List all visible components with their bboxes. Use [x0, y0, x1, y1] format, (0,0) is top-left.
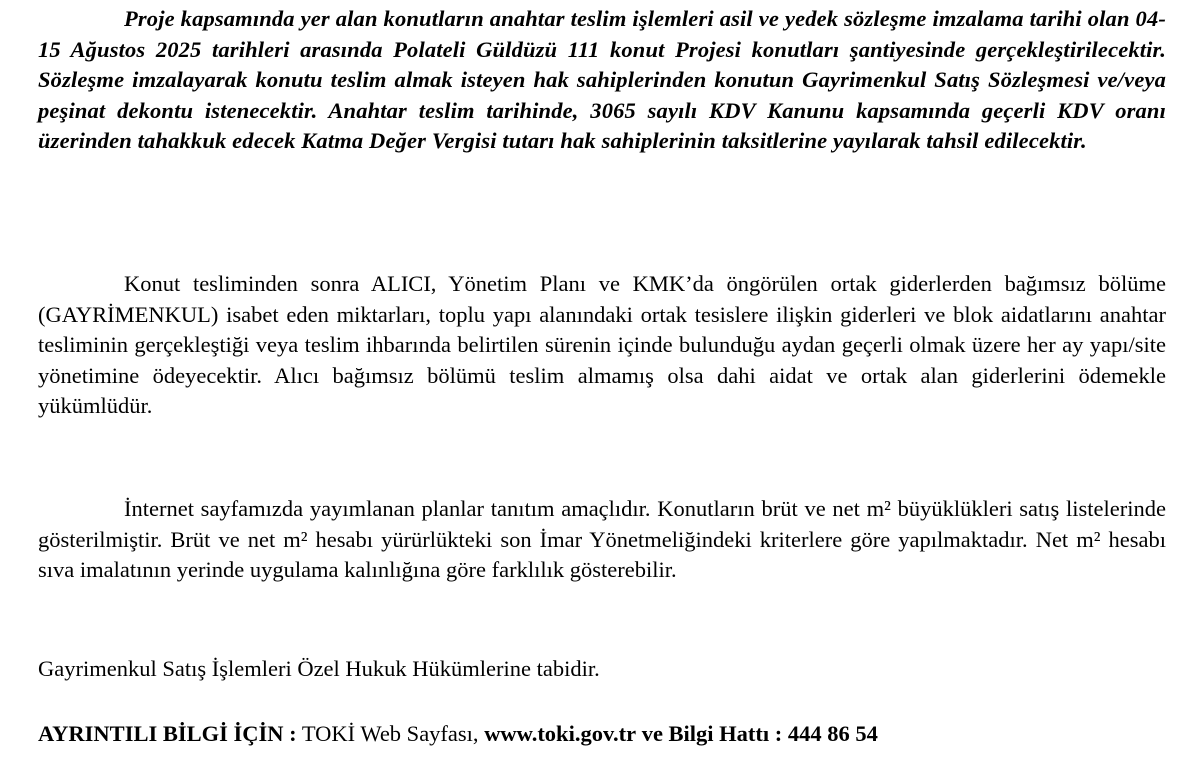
info-footer — [38, 719, 1166, 750]
info-label: AYRINTILI BİLGİ İÇİN : — [38, 721, 297, 746]
website-link[interactable]: www.toki.gov.tr — [484, 721, 637, 746]
hotline-label: ve Bilgi Hattı : — [641, 721, 783, 746]
toki-web-text: TOKİ Web Sayfası, — [301, 721, 479, 746]
paragraph-private-law: Gayrimenkul Satış İşlemleri Özel Hukuk Hükümlerine tabidir. — [38, 656, 600, 681]
paragraph-key-delivery: Proje kapsamında yer alan konutların anahtar teslim işlemleri asil ve yedek sözleşme imzalama tarihi olan 04-15 Ağustos 2025 tarihleri arasında Polateli Güldüzü 111 konut Projesi konutları şantiyesinde gerçekleştirilecektir. Sözleşme imzalayarak konutu teslim almak isteyen hak sahiplerinden konutun Gayrimenkul Satış Sözleşmesi ve/veya peşinat dekontu istenecektir. Anahtar teslim tarihinde, 3065 sayılı KDV Kanunu kapsamında geçerli KDV oranı üzerinden tahakkuk edecek Katma Değer Vergisi tutarı hak sahiplerinin taksitlerine yayılarak tahsil edilecektir. — [38, 6, 1166, 153]
paragraph-floor-plans: İnternet sayfamızda yayımlanan planlar tanıtım amaçlıdır. Konutların brüt ve net m² büyüklükleri satış listelerinde gösterilmiştir. Brüt ve net m² hesabı yürürlükteki son İmar Yönetmeliğindeki kriterlere göre yapılmaktadır. Net m² hesabı sıva imalatının yerinde uygulama kalınlığına göre farklılık gösterebilir. — [38, 496, 1166, 582]
hotline-number: 444 86 54 — [787, 721, 878, 746]
paragraph-common-expenses: Konut tesliminden sonra ALICI, Yönetim Planı ve KMK’da öngörülen ortak giderlerden bağımsız bölüme (GAYRİMENKUL) isabet eden miktarları, toplu yapı alanındaki ortak tesislere ilişkin giderleri ve blok aidatlarını anahtar tesliminin gerçekleştiği veya teslim ihbarında belirtilen sürenin içinde bulunduğu aydan geçerli olmak üzere her ay yapı/site yönetimine ödeyecektir. Alıcı bağımsız bölümü teslim almamış olsa dahi aidat ve ortak alan giderlerini ödemekle yükümlüdür. — [38, 271, 1166, 418]
